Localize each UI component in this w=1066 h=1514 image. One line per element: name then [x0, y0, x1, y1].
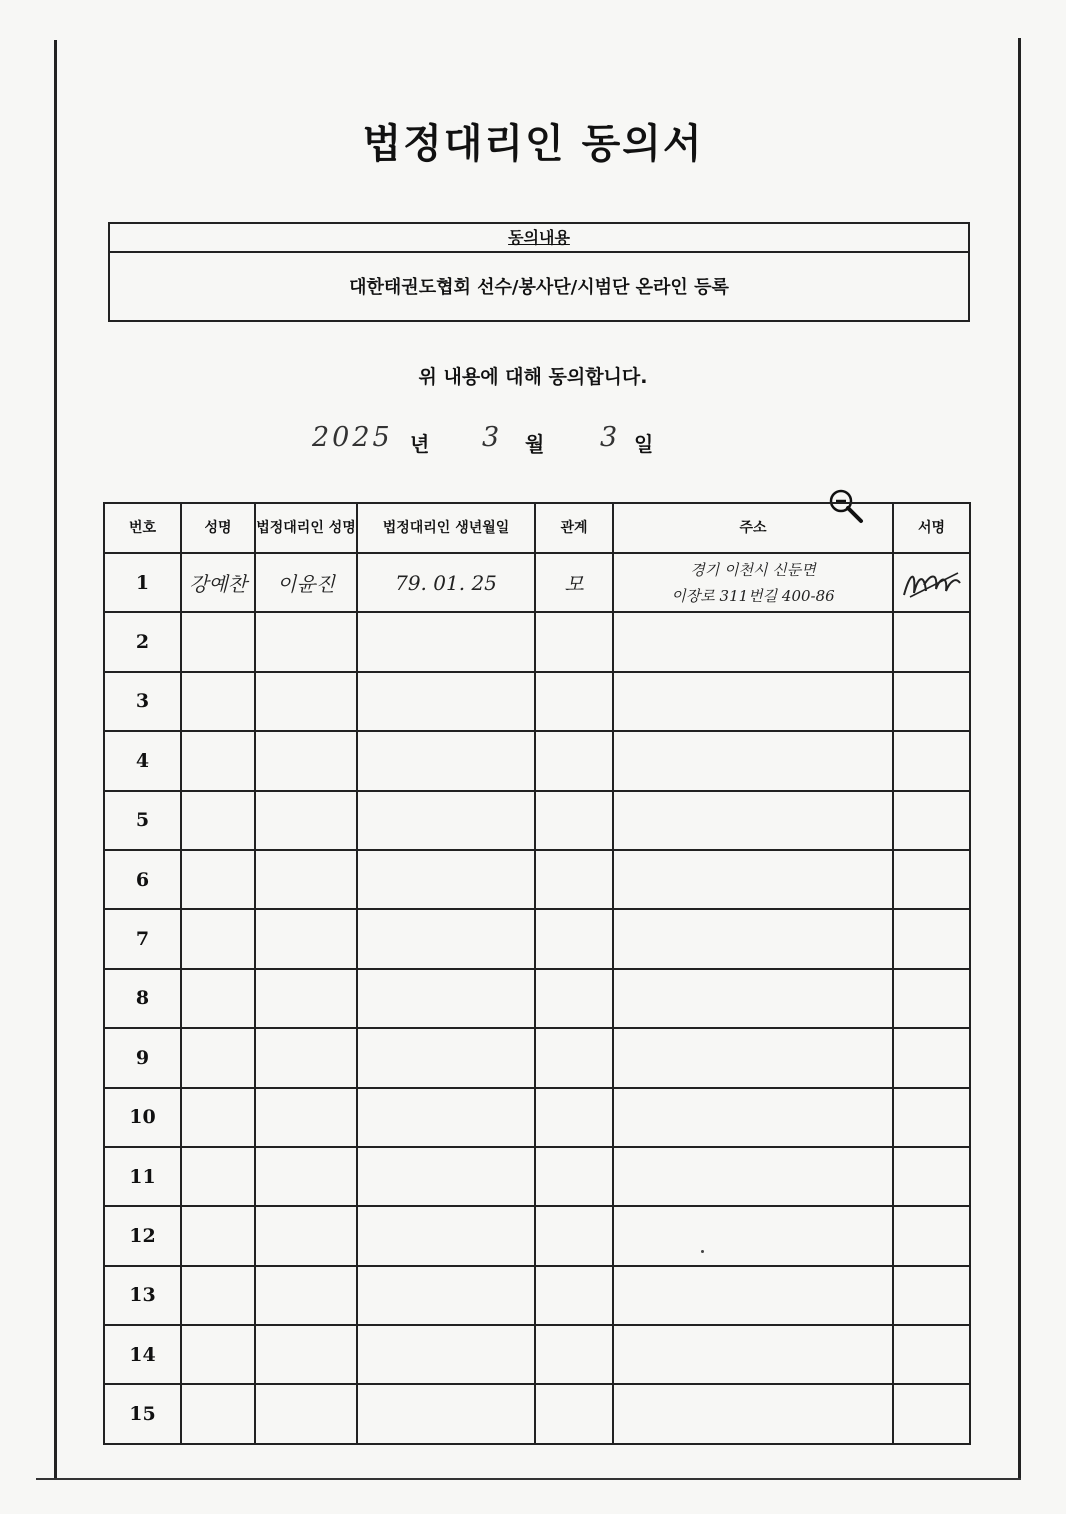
row-guardian-name: 이윤진: [255, 553, 357, 612]
row-number: 4: [104, 731, 181, 790]
row-relation[interactable]: [535, 1384, 613, 1443]
row-signature[interactable]: [893, 612, 970, 671]
page-border-right: [1018, 38, 1021, 1480]
table-row: [104, 850, 970, 909]
row-address[interactable]: [613, 969, 893, 1028]
consent-content-header: [110, 224, 968, 253]
row-relation: 모: [535, 553, 613, 612]
row-guardian-birth[interactable]: [357, 969, 535, 1028]
row-address[interactable]: [613, 1147, 893, 1206]
row-guardian-birth[interactable]: [357, 1147, 535, 1206]
row-relation[interactable]: [535, 1147, 613, 1206]
row-guardian-name[interactable]: [255, 1147, 357, 1206]
row-guardian-name[interactable]: [255, 1206, 357, 1265]
row-name[interactable]: [181, 791, 255, 850]
row-number: 2: [104, 612, 181, 671]
row-guardian-birth[interactable]: [357, 731, 535, 790]
table-row: [104, 1088, 970, 1147]
table-row: [104, 672, 970, 731]
row-guardian-birth: 79. 01. 25: [357, 553, 535, 612]
row-relation[interactable]: [535, 612, 613, 671]
row-number: 3: [104, 672, 181, 731]
row-signature[interactable]: [893, 1028, 970, 1087]
row-name[interactable]: [181, 969, 255, 1028]
row-signature[interactable]: [893, 850, 970, 909]
row-guardian-name[interactable]: [255, 969, 357, 1028]
row-guardian-name[interactable]: [255, 1384, 357, 1443]
row-guardian-birth[interactable]: [357, 1206, 535, 1265]
row-number: 5: [104, 791, 181, 850]
row-guardian-birth[interactable]: [357, 909, 535, 968]
header-number: 번호: [104, 503, 181, 553]
row-guardian-birth[interactable]: [357, 850, 535, 909]
table-row: [104, 1325, 970, 1384]
header-guardian-birth: 법정대리인 생년월일: [357, 503, 535, 553]
table-row: [104, 909, 970, 968]
table-row: [104, 612, 970, 671]
row-address[interactable]: [613, 1384, 893, 1443]
row-relation[interactable]: [535, 1088, 613, 1147]
row-relation[interactable]: [535, 672, 613, 731]
signature-mark: [900, 563, 964, 603]
row-number: 7: [104, 909, 181, 968]
date-row: [0, 422, 1066, 462]
row-number: 15: [104, 1384, 181, 1443]
row-guardian-birth[interactable]: [357, 791, 535, 850]
row-name[interactable]: [181, 1088, 255, 1147]
row-guardian-name[interactable]: [255, 850, 357, 909]
row-signature[interactable]: [893, 1325, 970, 1384]
row-number: 13: [104, 1266, 181, 1325]
date-day-label: 일: [634, 432, 654, 456]
header-relation: 관계: [535, 503, 613, 553]
row-address[interactable]: [613, 1028, 893, 1087]
table-row: [104, 969, 970, 1028]
row-signature[interactable]: [893, 1088, 970, 1147]
row-address: [613, 553, 893, 612]
row-number: 8: [104, 969, 181, 1028]
row-name[interactable]: [181, 1384, 255, 1443]
table-header-row: [104, 503, 970, 553]
row-relation[interactable]: [535, 1206, 613, 1265]
row-address[interactable]: [613, 909, 893, 968]
date-year-label: 년: [410, 432, 430, 456]
row-relation[interactable]: [535, 791, 613, 850]
row-number: 11: [104, 1147, 181, 1206]
row-address[interactable]: [613, 1325, 893, 1384]
row-name[interactable]: [181, 1325, 255, 1384]
row-signature[interactable]: [893, 1266, 970, 1325]
row-name: 강예찬: [181, 553, 255, 612]
row-guardian-name[interactable]: [255, 1325, 357, 1384]
row-address[interactable]: [613, 672, 893, 731]
row-guardian-birth[interactable]: [357, 1325, 535, 1384]
row-signature[interactable]: [893, 1384, 970, 1443]
row-relation[interactable]: [535, 731, 613, 790]
row-signature[interactable]: [893, 791, 970, 850]
date-month-handwritten: 3: [482, 422, 500, 453]
row-address[interactable]: [613, 1088, 893, 1147]
row-guardian-birth[interactable]: [357, 672, 535, 731]
row-guardian-name[interactable]: [255, 731, 357, 790]
row-address[interactable]: [613, 1206, 893, 1265]
guardian-table: [103, 502, 971, 1445]
stray-dot: [701, 1250, 704, 1253]
table-row: [104, 1147, 970, 1206]
row-number: 9: [104, 1028, 181, 1087]
page-border-bottom: [36, 1478, 1021, 1480]
consent-content-body: 대한태권도협회 선수/봉사단/시범단 온라인 등록: [349, 277, 729, 298]
header-address: 주소: [613, 503, 893, 553]
row-relation[interactable]: [535, 969, 613, 1028]
row-name[interactable]: [181, 612, 255, 671]
row-guardian-birth[interactable]: [357, 1266, 535, 1325]
row-name[interactable]: [181, 731, 255, 790]
row-address-line1: 경기 이천시 신둔면: [690, 560, 816, 579]
row-guardian-name[interactable]: [255, 791, 357, 850]
agreement-statement: 위 내용에 대해 동의합니다.: [418, 366, 648, 388]
row-number: 12: [104, 1206, 181, 1265]
table-row: [104, 1266, 970, 1325]
row-name[interactable]: [181, 1266, 255, 1325]
row-address[interactable]: [613, 1266, 893, 1325]
date-month-label: 월: [525, 432, 545, 456]
row-address[interactable]: [613, 850, 893, 909]
row-relation[interactable]: [535, 1028, 613, 1087]
row-guardian-name[interactable]: [255, 672, 357, 731]
row-number: 1: [104, 553, 181, 612]
row-guardian-name[interactable]: [255, 909, 357, 968]
row-guardian-birth[interactable]: [357, 1088, 535, 1147]
row-address-line2: 이장로 311번길 400-86: [671, 586, 835, 605]
consent-content-header-label: 동의내용: [508, 228, 570, 247]
row-guardian-name[interactable]: [255, 1266, 357, 1325]
date-day-handwritten: 3: [600, 422, 618, 453]
row-number: 6: [104, 850, 181, 909]
table-row: [104, 791, 970, 850]
row-guardian-name[interactable]: [255, 612, 357, 671]
page-border-left: [54, 40, 57, 1480]
row-relation[interactable]: [535, 1266, 613, 1325]
row-guardian-birth[interactable]: [357, 1028, 535, 1087]
row-relation[interactable]: [535, 1325, 613, 1384]
row-name[interactable]: [181, 1206, 255, 1265]
document-title: 법정대리인 동의서: [362, 121, 704, 167]
row-signature: [893, 553, 970, 612]
row-address[interactable]: [613, 612, 893, 671]
row-number: 10: [104, 1088, 181, 1147]
table-row: [104, 1384, 970, 1443]
row-address[interactable]: [613, 731, 893, 790]
row-guardian-name[interactable]: [255, 1028, 357, 1087]
header-guardian-name: 법정대리인 성명: [255, 503, 357, 553]
row-signature[interactable]: [893, 969, 970, 1028]
header-name: 성명: [181, 503, 255, 553]
row-signature[interactable]: [893, 1147, 970, 1206]
header-signature: 서명: [893, 503, 970, 553]
row-guardian-name[interactable]: [255, 1088, 357, 1147]
row-signature[interactable]: [893, 1206, 970, 1265]
table-row: [104, 1028, 970, 1087]
table-row: [104, 731, 970, 790]
row-signature[interactable]: [893, 731, 970, 790]
row-name[interactable]: [181, 1147, 255, 1206]
row-number: 14: [104, 1325, 181, 1384]
row-name[interactable]: [181, 1028, 255, 1087]
row-name[interactable]: [181, 672, 255, 731]
row-relation[interactable]: [535, 909, 613, 968]
row-relation[interactable]: [535, 850, 613, 909]
row-signature[interactable]: [893, 909, 970, 968]
consent-content-box: [108, 222, 970, 322]
row-guardian-birth[interactable]: [357, 612, 535, 671]
row-name[interactable]: [181, 909, 255, 968]
row-address[interactable]: [613, 791, 893, 850]
table-row: [104, 553, 970, 612]
row-name[interactable]: [181, 850, 255, 909]
row-signature[interactable]: [893, 672, 970, 731]
date-year-handwritten: 2025: [312, 422, 393, 453]
row-guardian-birth[interactable]: [357, 1384, 535, 1443]
table-row: [104, 1206, 970, 1265]
